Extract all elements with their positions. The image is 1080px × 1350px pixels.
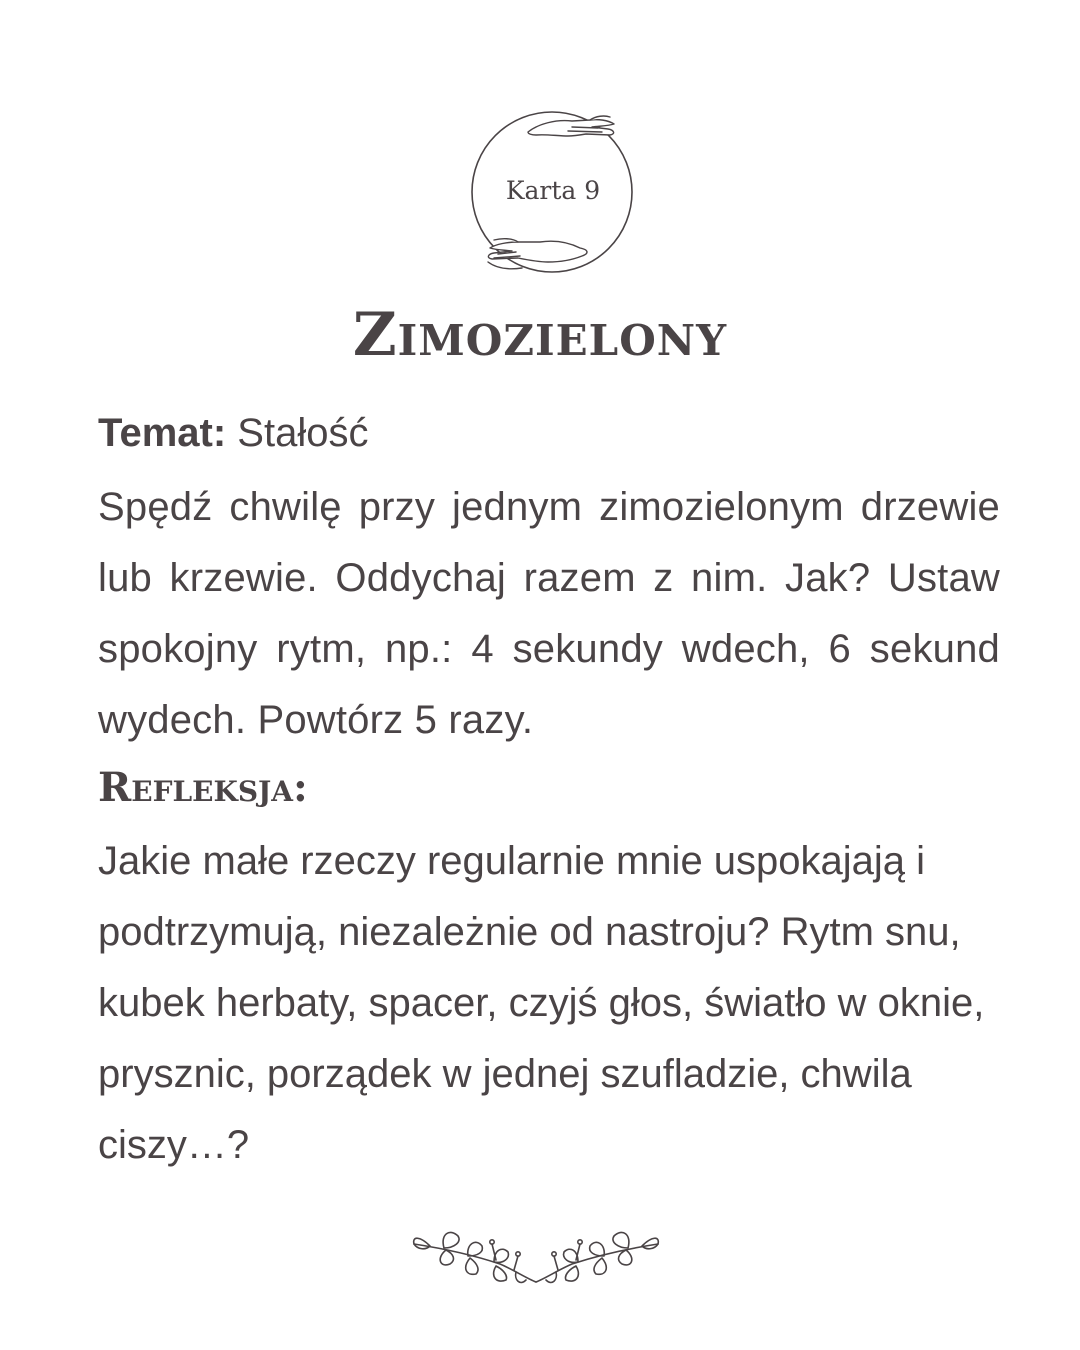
reflection-heading: Refleksja: — [98, 764, 308, 811]
instructions-text: Spędź chwilę przy jednym zimozielonym drzewie lub krzewie. Oddychaj razem z nim. Jak? Ustaw spokojny rytm, np.: 4 sekundy wdech, 6 sekund wydech. Powtórz 5 razy. — [98, 485, 1000, 742]
reflection-text: Jakie małe rzeczy regularnie mnie uspokajają i podtrzymują, niezależnie od nastroju? Rytm snu, kubek herbaty, spacer, czyjś głos, światło w oknie, prysznic, porządek w jednej szufladzie, chwila ciszy…? — [98, 839, 985, 1167]
topic-line — [98, 400, 1000, 466]
laurel-branches-icon — [410, 1218, 662, 1298]
topic-label: Temat: — [98, 411, 227, 455]
card-emblem — [468, 102, 640, 278]
card-number-label: Karta 9 — [505, 176, 601, 205]
card-content — [98, 400, 1000, 1181]
topic-value: Stałość — [237, 411, 369, 455]
card-title: Zimozielony — [352, 300, 728, 370]
